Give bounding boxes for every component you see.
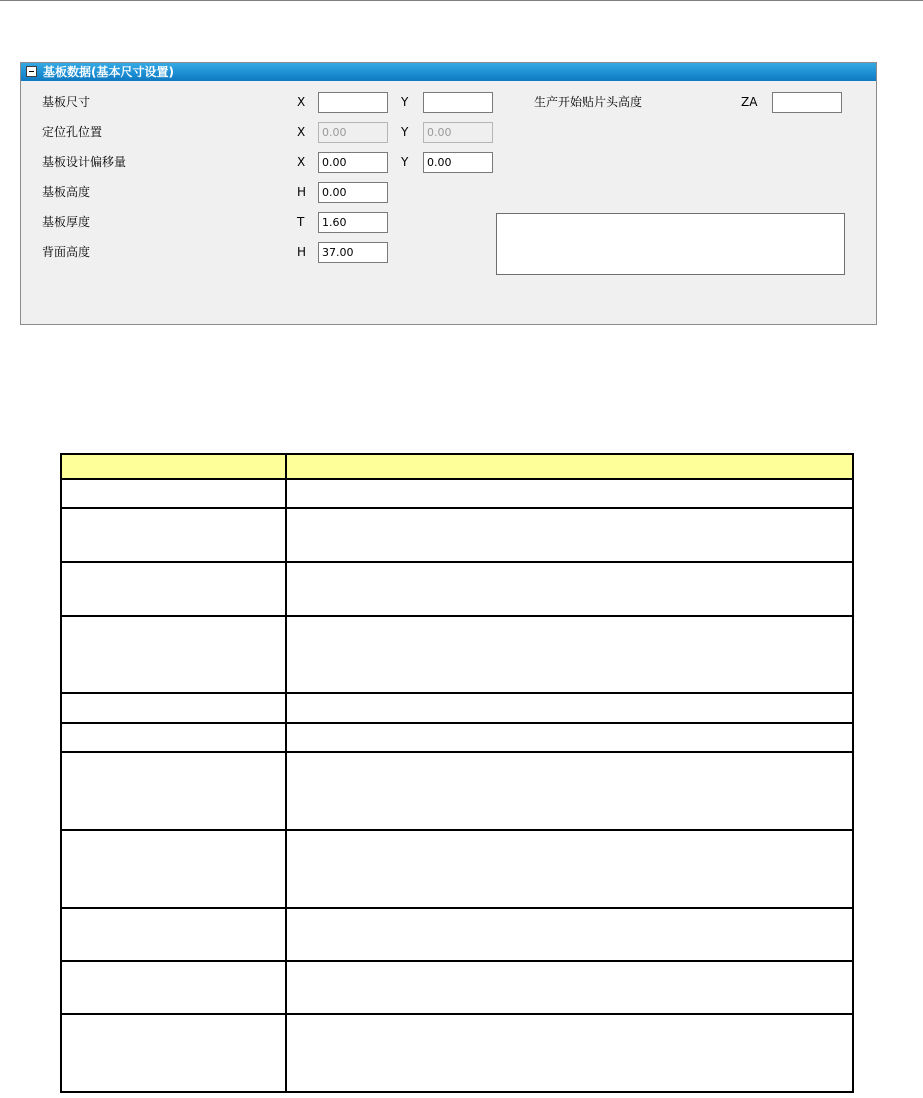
board-thickness-input[interactable] [318,212,388,233]
table-cell [61,562,286,616]
locating-hole-y-input [423,122,493,143]
table-cell [61,723,286,752]
table-cell [61,908,286,961]
table-row [61,508,853,562]
board-size-y-axis: Y [401,95,409,109]
table-row [61,616,853,693]
board-size-x-input[interactable] [318,92,388,113]
design-offset-y-input[interactable] [423,152,493,173]
collapse-icon[interactable] [26,66,37,77]
panel-header [21,63,876,81]
board-size-label: 基板尺寸 [42,95,91,109]
head-height-input[interactable] [772,92,842,113]
table-row [61,961,853,1014]
panel-title: 基板数据(基本尺寸设置) [43,65,174,79]
table-cell [61,479,286,508]
table-cell [286,508,853,562]
table-cell [286,616,853,693]
locating-hole-x-input [318,122,388,143]
table-cell [61,1014,286,1092]
table-cell [286,961,853,1014]
top-rule [0,0,923,1]
design-offset-x-input[interactable] [318,152,388,173]
board-thickness-label: 基板厚度 [42,215,91,229]
table-cell [61,693,286,723]
table-row [61,752,853,830]
preview-box [496,213,845,275]
design-offset-label: 基板设计偏移量 [42,155,127,169]
locating-hole-label: 定位孔位置 [42,125,103,139]
head-height-axis: ZA [741,95,758,109]
table-cell [286,693,853,723]
back-height-input[interactable] [318,242,388,263]
board-size-y-input[interactable] [423,92,493,113]
table-cell [286,1014,853,1092]
table-header-cell [61,454,286,479]
board-height-axis: H [297,185,307,199]
table-cell [61,752,286,830]
table-cell [286,752,853,830]
design-offset-y-axis: Y [401,155,409,169]
board-thickness-axis: T [297,215,305,229]
table-row [61,1014,853,1092]
table-cell [61,616,286,693]
table-row [61,693,853,723]
board-height-label: 基板高度 [42,185,91,199]
back-height-axis: H [297,245,307,259]
table-cell [286,908,853,961]
board-data-panel [20,62,877,325]
table-row [61,723,853,752]
table-cell [286,479,853,508]
board-size-x-axis: X [297,95,306,109]
table-row [61,908,853,961]
table-cell [286,830,853,908]
locating-hole-x-axis: X [297,125,306,139]
table-row [61,562,853,616]
table-row [61,830,853,908]
table-cell [61,961,286,1014]
board-height-input[interactable] [318,182,388,203]
table-cell [61,508,286,562]
design-offset-x-axis: X [297,155,306,169]
parameter-table [60,453,854,1093]
table-cell [286,562,853,616]
back-height-label: 背面高度 [42,245,91,259]
table-header-cell [286,454,853,479]
table-row [61,479,853,508]
head-height-label: 生产开始贴片头高度 [534,95,643,109]
locating-hole-y-axis: Y [401,125,409,139]
table-header-row [61,454,853,479]
table-cell [286,723,853,752]
table-cell [61,830,286,908]
